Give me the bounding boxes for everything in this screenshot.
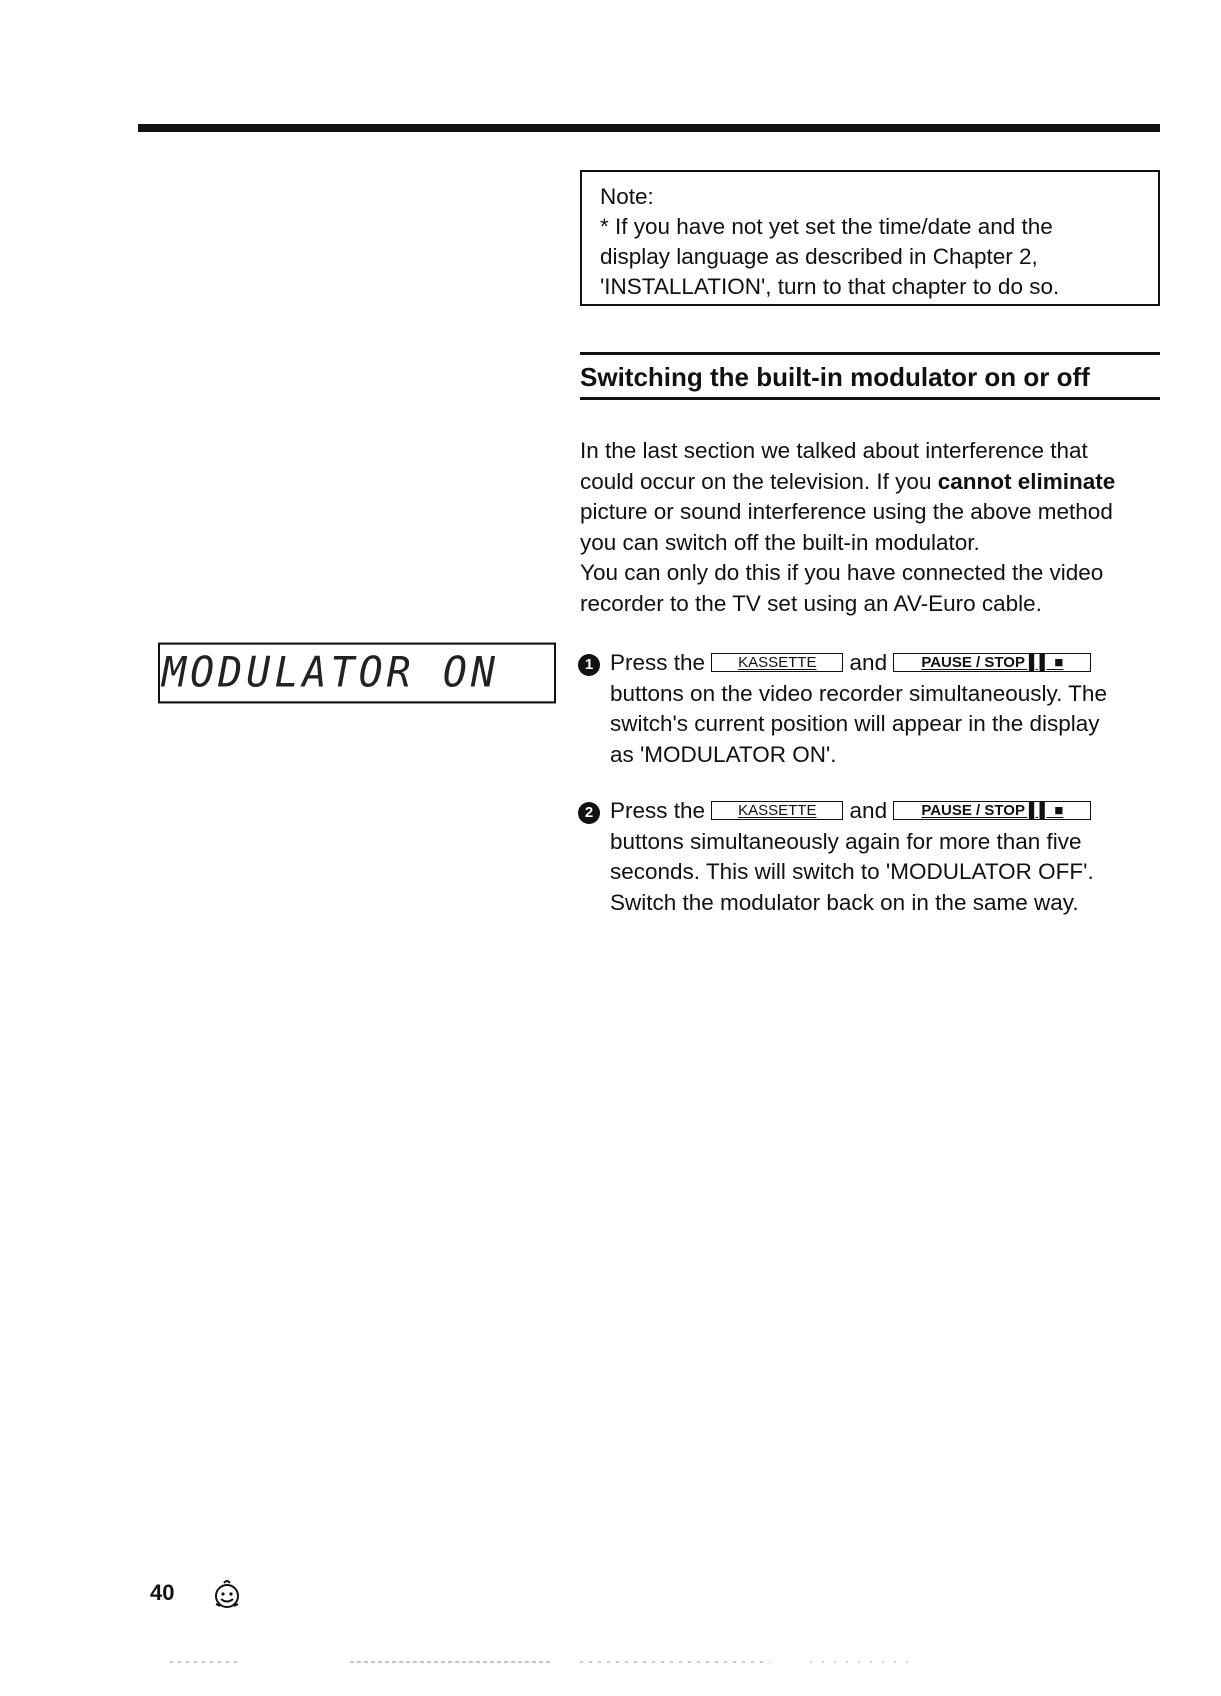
step-line: as 'MODULATOR ON'. bbox=[610, 741, 837, 767]
step-number-badge: 1 bbox=[578, 654, 600, 676]
intro-paragraph bbox=[580, 436, 1180, 619]
pause-stop-key: PAUSE / STOP ▌▌ ■ bbox=[893, 653, 1091, 672]
intro-line: recorder to the TV set using an AV-Euro cable. bbox=[580, 590, 1042, 616]
note-line: display language as described in Chapter 2, bbox=[600, 244, 1038, 269]
intro-line: you can switch off the built-in modulator. bbox=[580, 529, 980, 555]
step-2 bbox=[578, 796, 1178, 918]
note-line: * If you have not yet set the time/date and the bbox=[600, 214, 1053, 239]
intro-line: You can only do this if you have connected the video bbox=[580, 560, 1104, 585]
step-line: switch's current position will appear in the display bbox=[610, 711, 1100, 736]
step-line: Switch the modulator back on in the same way. bbox=[610, 889, 1079, 915]
intro-line: picture or sound interference using the above method bbox=[580, 499, 1113, 524]
kassette-key: KASSETTE bbox=[711, 801, 843, 820]
intro-line: could occur on the television. If you cannot eliminate bbox=[580, 468, 1116, 494]
step-line: buttons simultaneously again for more than five bbox=[610, 828, 1082, 854]
page-number: 40 bbox=[150, 1580, 175, 1605]
note-line: 'INSTALLATION', turn to that chapter to do so. bbox=[600, 274, 1060, 299]
scan-noise bbox=[130, 1660, 930, 1664]
step-line: 1 Press the KASSETTE and PAUSE / STOP ▌▌ ■ bbox=[578, 648, 1178, 679]
note-box bbox=[580, 170, 1160, 306]
step-1 bbox=[578, 648, 1178, 770]
intro-emphasis: cannot eliminate bbox=[937, 468, 1116, 494]
kassette-key: KASSETTE bbox=[711, 653, 843, 672]
section-heading: Switching the built-in modulator on or off bbox=[580, 352, 1160, 400]
step-line: seconds. This will switch to 'MODULATOR OFF'. bbox=[610, 859, 1094, 884]
step-line: buttons on the video recorder simultaneously. The bbox=[610, 680, 1107, 706]
note-title: Note: bbox=[600, 184, 654, 209]
vcr-display-readout: MODULATOR ON bbox=[158, 643, 556, 704]
pause-stop-key: PAUSE / STOP ▌▌ ■ bbox=[893, 801, 1091, 820]
top-rule bbox=[138, 124, 1160, 132]
step-line: 2 Press the KASSETTE and PAUSE / STOP ▌▌ ■ bbox=[578, 796, 1178, 827]
smiley-face-icon bbox=[210, 1578, 244, 1612]
step-number-badge: 2 bbox=[578, 802, 600, 824]
intro-line: In the last section we talked about interference that bbox=[580, 438, 1088, 463]
